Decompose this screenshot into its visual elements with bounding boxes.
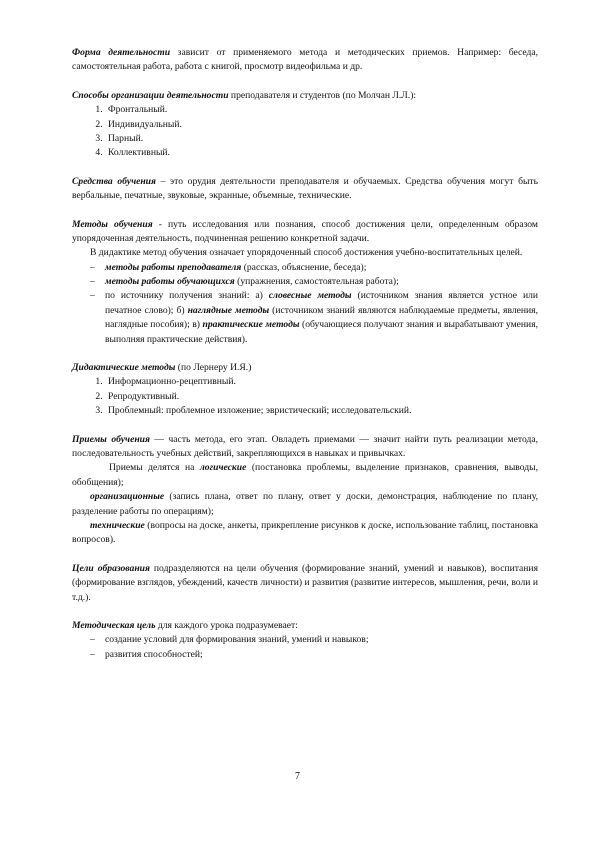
paragraph-text: (вопросы на доске, анкеты, прикрепление рисунков к доске, использование таблиц, постановка вопросов).	[72, 519, 538, 546]
paragraph-form	[72, 46, 538, 75]
paragraph-technical	[72, 519, 538, 548]
paragraph-text: (постановка проблемы, выделение признаков, сравнения, выводы, обобщения);	[72, 462, 538, 488]
list-item	[72, 289, 538, 347]
term-didactic: Дидактические методы	[72, 362, 176, 374]
item-text: по источнику получения знаний: а)	[105, 290, 269, 302]
list-item: 1. Фронтальный.	[105, 103, 538, 117]
goal-list	[72, 633, 538, 662]
item-text: развития способностей;	[105, 648, 203, 660]
term-inline: методы работы преподавателя	[105, 261, 242, 273]
term-inline: практические методы	[202, 319, 300, 331]
paragraph-goals	[72, 562, 538, 605]
list-item	[72, 633, 538, 647]
paragraph-means	[72, 175, 538, 204]
list-item: 2. Индивидуальный.	[105, 118, 538, 132]
paragraph-techniques	[72, 433, 538, 462]
item-text: (рассказ, объяснение, беседа);	[241, 261, 367, 273]
paragraph-didactics: В дидактике метод обучения означает упорядоченный способ достижения учебно-воспитательных целей.	[90, 247, 523, 259]
term-goals: Цели образования	[72, 562, 150, 574]
term-inline: методы работы обучающихся	[105, 276, 235, 288]
paragraph-text: Приемы делятся на	[109, 462, 200, 474]
paragraph-text: подразделяются на цели обучения (формирование знаний, умений и навыков), воспитания (формирование взглядов, убеждений, качеств личности) и развития (развитие интересов, мышления, речи, воли и т.д.).	[72, 562, 538, 603]
didactic-list	[72, 375, 538, 418]
term-inline: организационные	[90, 491, 165, 503]
item-text: (упражнения, самостоятельная работа);	[234, 276, 399, 288]
list-item	[72, 275, 538, 289]
term-inline: логические	[199, 462, 247, 474]
term-ways: Способы организации деятельности	[72, 89, 229, 101]
document-page	[72, 46, 538, 662]
methods-list	[72, 261, 538, 347]
list-item	[72, 648, 538, 662]
term-inline: словесные методы	[268, 290, 352, 302]
term-form: Форма деятельности	[72, 47, 171, 58]
list-item	[72, 261, 538, 275]
dash-bullet: –	[90, 261, 95, 273]
dash-bullet: –	[90, 290, 95, 302]
item-text: (источником знания является устное или печатное слово); б)	[105, 290, 539, 316]
term-inline: технические	[90, 519, 145, 531]
paragraph-text: – это орудия деятельности преподавателя и обучаемых. Средства обучения могут быть вербальные, печатные, звуковые, экранные, объемные, технические.	[72, 175, 538, 202]
term-method-goal: Методическая цель	[72, 619, 156, 631]
term-inline: наглядные методы	[187, 304, 270, 316]
page-number: 7	[295, 771, 300, 782]
item-text: создание условий для формирования знаний, умений и навыков;	[105, 634, 369, 646]
paragraph-text: преподавателя и студентов (по Молчан Л.Л.):	[228, 89, 417, 101]
paragraph-text: для каждого урока подразумевает:	[155, 619, 298, 631]
list-item: 1. Информационно-рецептивный.	[105, 375, 538, 389]
list-item: 3. Проблемный: проблемное изложение; эвристический; исследовательский.	[105, 404, 538, 418]
paragraph-methods	[72, 218, 538, 247]
dash-bullet: –	[90, 634, 95, 646]
paragraph-didactic-methods	[72, 361, 538, 375]
dash-bullet: –	[90, 276, 95, 288]
paragraph-text: (по Лернеру И.Я.)	[175, 362, 252, 374]
paragraph-method-goal	[72, 619, 538, 633]
paragraph-organizational	[72, 490, 538, 519]
paragraph-text: зависит от применяемого метода и методических приемов. Например: беседа, самостоятельная работа, работа с книгой, просмотр видеофильма и др.	[72, 47, 538, 73]
term-means: Средства обучения	[72, 175, 156, 187]
paragraph-text: - путь исследования или познания, способ достижения цели, определенным образом упорядоченная деятельность, подчиненная решению конкретной задачи.	[72, 218, 538, 244]
paragraph-logical	[72, 461, 538, 490]
dash-bullet: –	[90, 648, 95, 660]
term-methods: Методы обучения	[72, 218, 153, 230]
term-techniques: Приемы обучения	[72, 433, 150, 445]
item-text: (источником знаний являются наблюдаемые предметы, явления, наглядные пособия); в)	[105, 304, 538, 331]
list-item: 4. Коллективный.	[105, 146, 538, 160]
ways-list	[72, 103, 538, 161]
paragraph-ways	[72, 89, 538, 103]
list-item: 3. Парный.	[105, 132, 538, 146]
paragraph-text: (запись плана, ответ по плану, ответ у доски, демонстрация, наблюдение по плану, разделение работы по операциям);	[72, 491, 538, 517]
list-item: 2. Репродуктивный.	[105, 390, 538, 404]
paragraph-text: — часть метода, его этап. Овладеть приемами — значит найти путь реализации метода, последовательность учебных действий, закрепляющихся в навыках и привычках.	[72, 433, 539, 459]
item-text: (обучающиеся получают знания и вырабатывают умения, выполняя практические действия).	[105, 319, 538, 345]
